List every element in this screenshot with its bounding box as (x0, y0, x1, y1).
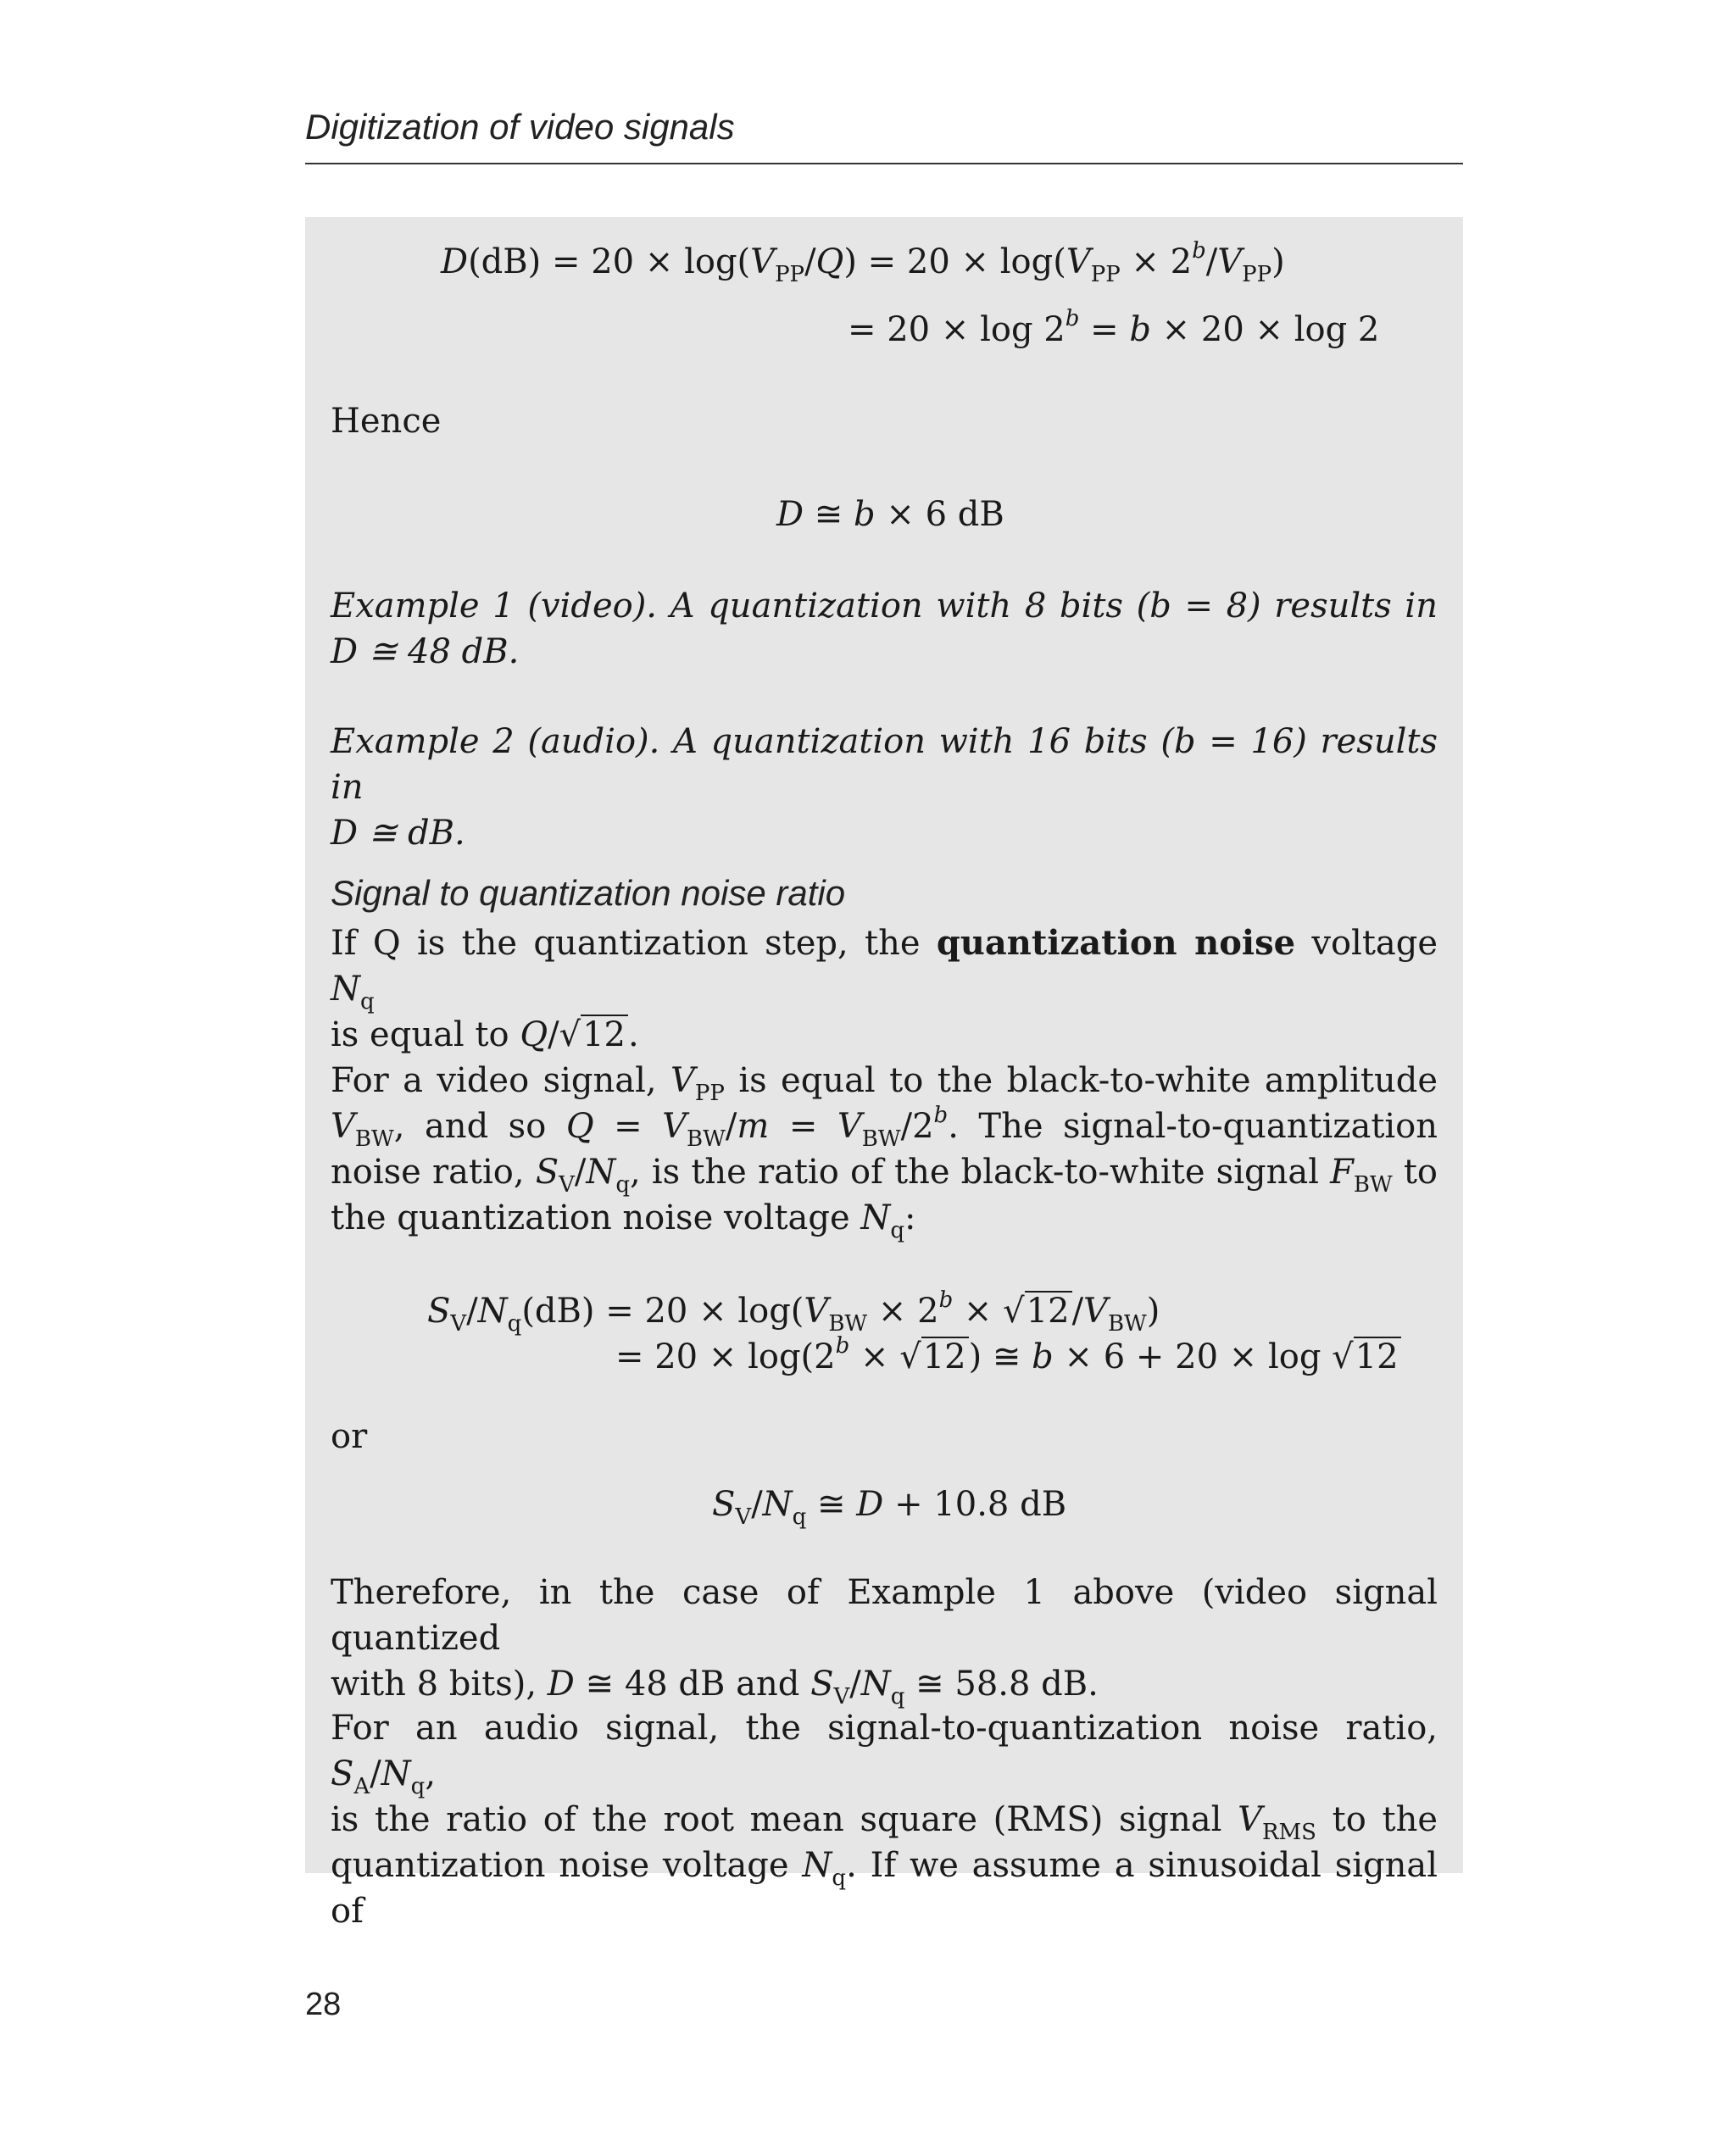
paragraph-therefore: Therefore, in the case of Example 1 above (video signal quantized with 8 bits), D ≅ 48 dB and $S_V/N_q$ ≅ 58.8 dB. (331, 1573, 1438, 1710)
example-1: Example 1 (video). A quantization with 8 bits (b = 8) results in D ≅ 48 dB. (331, 587, 1438, 671)
running-head: Digitization of video signals (305, 107, 735, 147)
header-rule (305, 163, 1463, 164)
paragraph-noise: If Q is the quantization step, the quantization noise voltage $N_q$ is equal to Q/√12. (331, 923, 1438, 1054)
example-2: Example 2 (audio). A quantization with 16 bits (b = 16) results in D ≅ dB. (331, 722, 1438, 853)
page-number: 28 (305, 1987, 342, 2022)
hence-text: Hence (331, 402, 442, 441)
equation-d-approx: D ≅ b × 6 dB (776, 495, 1004, 534)
equation-snr-1: $S_V/N_q(dB) = 20 \times \log(V_{BW} \times 2^b \times √12/V_{BW})$ (427, 1287, 1160, 1337)
equation-dynamic-range: $D(dB) = 20 \times \log(V_{PP}/Q) = 20 \times \log(V_{PP} \times 2^b/V_{PP})$ (441, 238, 1285, 287)
equation-snr-approx: $S_V/N_q$ ≅ D + 10.8 dB (712, 1485, 1067, 1530)
section-heading: Signal to quantization noise ratio (331, 873, 846, 913)
or-text: or (331, 1417, 368, 1456)
paragraph-audio: For an audio signal, the signal-to-quantization noise ratio, $S_A/N_q$, is the ratio of the root mean square (RMS) signal $V_{RMS}$ to the quantization noise voltage $N_q$. If we assume a sinusoidal signal of (331, 1709, 1438, 1931)
equation-snr-2: = $20 \times \log(2^b \times √12)$ ≅ b × 6 + 20 × log √12 (615, 1334, 1401, 1380)
paragraph-video: For a video signal, $V_{PP}$ is equal to the black-to-white amplitude $V_{BW}$, and so $Q = V_{BW}/m = V_{BW}/2^b$. The signal-to-quantization noise ratio, $S_V/N_q$, is the ratio of the black-to-white signal $F_{BW}$ to the quantization noise voltage $N_q$: (331, 1061, 1438, 1243)
equation-dynamic-range-2: = $20 \times \log 2^b = b \times 20 \times \log 2$ (848, 306, 1380, 349)
